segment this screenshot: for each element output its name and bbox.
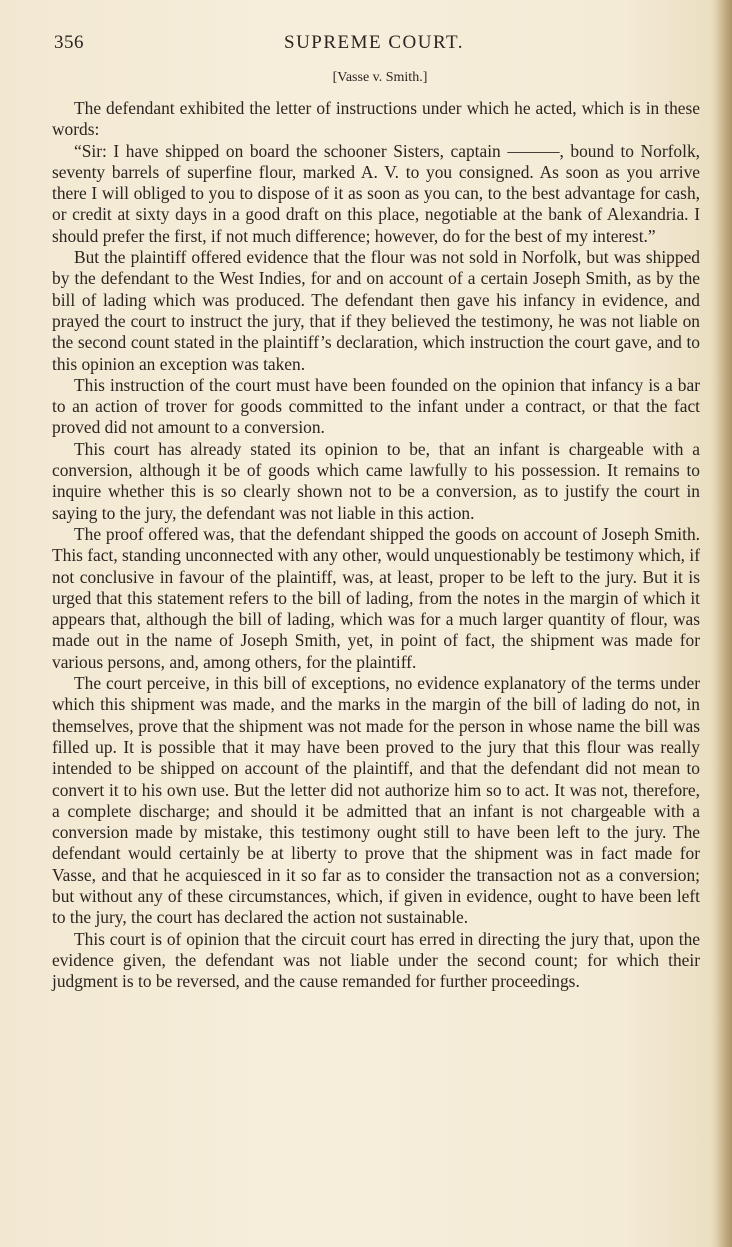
case-reference: [Vasse v. Smith.] [332,70,428,85]
paragraph: The proof offered was, that the defendant shipped the goods on account of Joseph Smith. This fact, standing unconnected with any other, would unquestionably be testimony which, if not conclusive in favour of the plaintiff, was, at least, proper to be left to the jury. But it is urged that this statement refers to the bill of lading, from the notes in the margin of which it appears that, although the bill of lading, which was for a much larger quantity of flour, was made out in the name of Joseph Smith, yet, in point of fact, the shipment was made for various persons, and, among others, for the plaintiff. [52,523,700,672]
page-header [54,30,694,64]
paragraph: The court perceive, in this bill of exceptions, no evidence explanatory of the terms under which this shipment was made, and the marks in the margin of the bill of lading do not, in themselves, prove that the shipment was not made for the person in whose name the bill was filled up. It is possible that it may have been proved to the jury that this flour was really intended to be shipped on account of the plaintiff, and that the defendant did not mean to convert it to his own use. But the letter did not authorize him so to act. It was not, therefore, a complete discharge; and should it be admitted that an infant is not chargeable with a conversion made by mistake, this testimony ought still to have been left to the jury. The defendant would certainly be at liberty to prove that the shipment was in fact made for Vasse, and that he acquiesced in it so far as to consider the transaction not as a conversion; but without any of these circumstances, which, if given in evidence, ought to have been left to the jury, the court has declared the action not sustainable. [52,673,700,928]
paragraph: But the plaintiff offered evidence that the flour was not sold in Norfolk, but was shipped by the defendant to the West Indies, for and on account of a certain Joseph Smith, as by the bill of lading which was produced. The defendant then gave his infancy in evidence, and prayed the court to instruct the jury, that if they believed the testimony, he was not liable on the second count stated in the plaintiff’s declaration, which instruction the court gave, and to this opinion an exception was taken. [52,247,700,374]
paragraph: This court is of opinion that the circuit court has erred in directing the jury that, upon the evidence given, the defendant was not liable under the second count; for which their judgment is to be reversed, and the cause remanded for further proceedings. [52,928,700,992]
body-text [52,98,700,992]
paragraph: “Sir: I have shipped on board the schooner Sisters, captain ———, bound to Norfolk, seventy barrels of superfine flour, marked A. V. to you consigned. As soon as you arrive there I will obliged to you to dispose of it as soon as you can, to the best advantage for cash, or credit at sixty days in a good draft on this place, negotiable at the bank of Alexandria. I should prefer the first, if not much difference; however, do for the best of my interest.” [52,140,700,246]
page-number: 356 [54,32,84,53]
paragraph: The defendant exhibited the letter of instructions under which he acted, which is in these words: [52,98,700,140]
paragraph: This court has already stated its opinion to be, that an infant is chargeable with a conversion, although it be of goods which came lawfully to his possession. It remains to inquire whether this is so clearly shown not to be a conversion, as to justify the court in saying to the jury, the defendant was not liable in this action. [52,438,700,523]
page-edge-shadow [716,0,732,1247]
paragraph: This instruction of the court must have been founded on the opinion that infancy is a bar to an action of trover for goods committed to the infant under a contract, or that the fact proved did not amount to a conversion. [52,374,700,438]
running-head: SUPREME COURT. [284,32,464,53]
